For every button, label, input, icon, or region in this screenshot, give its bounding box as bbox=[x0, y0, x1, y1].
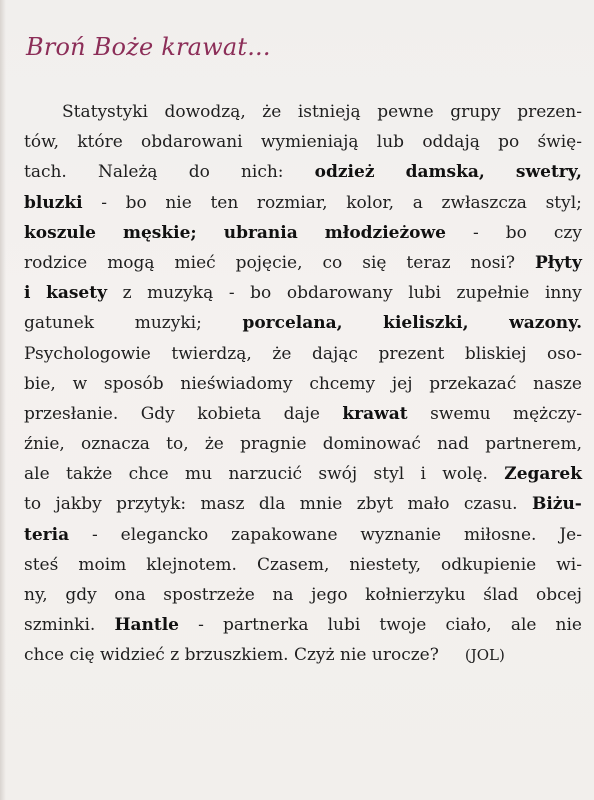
bold-keyword: krawat bbox=[342, 403, 408, 424]
text-line bbox=[24, 369, 582, 399]
word: obdarowany bbox=[286, 283, 393, 304]
text-line bbox=[24, 520, 582, 550]
word: bie, bbox=[24, 373, 56, 394]
word: że bbox=[262, 102, 282, 122]
bold-keyword: Hantle bbox=[114, 615, 180, 636]
word: tach. bbox=[24, 162, 67, 183]
text-line bbox=[24, 308, 582, 338]
word: źnie, bbox=[24, 434, 65, 455]
word: ale bbox=[24, 464, 50, 485]
word: mężczy- bbox=[512, 403, 582, 424]
word: urocze? bbox=[371, 645, 439, 666]
word: co bbox=[322, 252, 343, 273]
text-line bbox=[24, 429, 582, 459]
text-line bbox=[24, 580, 582, 610]
word: cię bbox=[69, 645, 95, 666]
word: bo bbox=[505, 222, 527, 243]
word: steś bbox=[24, 554, 59, 575]
word: grupy bbox=[450, 102, 501, 122]
word: muzyką bbox=[147, 283, 214, 304]
text-line bbox=[24, 610, 582, 640]
word: swój bbox=[318, 464, 358, 485]
word: nieświadomy bbox=[180, 373, 293, 394]
word: tów, bbox=[24, 132, 60, 153]
word: kobieta bbox=[197, 403, 262, 424]
word: chce bbox=[24, 645, 65, 666]
word: zwłaszcza bbox=[441, 192, 527, 213]
word: przytyk: bbox=[116, 494, 187, 515]
word: czasu. bbox=[463, 494, 518, 515]
word: to bbox=[24, 494, 42, 515]
word: pragnie bbox=[240, 434, 307, 455]
word: z bbox=[170, 645, 180, 666]
word: także bbox=[65, 464, 113, 485]
article-body bbox=[24, 97, 582, 671]
word: lubi bbox=[327, 615, 361, 636]
text-line bbox=[24, 399, 582, 429]
word: to, bbox=[166, 434, 189, 455]
word: oso- bbox=[547, 343, 582, 364]
text-line bbox=[24, 459, 582, 489]
word: mało bbox=[407, 494, 450, 515]
word: - bbox=[198, 615, 204, 636]
word: - bbox=[472, 222, 479, 243]
word: bo bbox=[125, 192, 147, 213]
word: nad bbox=[437, 434, 470, 455]
word: i bbox=[420, 464, 426, 485]
word: miłosne. bbox=[463, 524, 537, 545]
word: ny, bbox=[24, 585, 48, 605]
word: oddają bbox=[422, 132, 480, 153]
bold-keyword: ubrania bbox=[223, 222, 298, 243]
word: - bbox=[101, 192, 107, 213]
bold-keyword: teria bbox=[24, 524, 70, 545]
word: rozmiar, bbox=[256, 192, 328, 213]
word: gdy bbox=[65, 585, 97, 605]
word: nosi? bbox=[470, 252, 515, 273]
word: swemu bbox=[430, 403, 491, 424]
word: - bbox=[92, 524, 98, 545]
word: na bbox=[272, 585, 294, 605]
word: oznacza bbox=[81, 434, 150, 455]
word: po bbox=[498, 132, 520, 153]
word: twoje bbox=[379, 615, 427, 636]
word: niestety, bbox=[349, 554, 422, 575]
word: inny bbox=[544, 283, 582, 304]
bold-keyword: swetry, bbox=[515, 162, 582, 183]
word: obdarowani bbox=[141, 132, 243, 153]
word: nie bbox=[340, 645, 367, 666]
author-signature: (JOL) bbox=[464, 646, 505, 665]
word: masz bbox=[200, 494, 245, 515]
word: mu bbox=[185, 464, 213, 485]
word: dominować bbox=[322, 434, 421, 455]
word: jakby bbox=[55, 494, 102, 515]
text-line bbox=[24, 248, 582, 278]
text-line bbox=[24, 157, 582, 187]
word: ślad bbox=[483, 585, 519, 605]
word: mieć bbox=[174, 252, 216, 273]
bold-keyword: koszule bbox=[24, 222, 96, 243]
word: Należą bbox=[97, 162, 158, 183]
word: wolę. bbox=[442, 464, 488, 485]
word: lubi bbox=[408, 283, 441, 304]
word: bliskiej bbox=[464, 343, 527, 364]
bold-keyword: Płyty bbox=[534, 252, 582, 273]
bold-keyword: męskie; bbox=[123, 222, 197, 243]
word: jego bbox=[311, 585, 348, 605]
word: Czyż bbox=[294, 645, 335, 666]
bold-keyword: bluzki bbox=[24, 192, 83, 213]
word: sposób bbox=[103, 373, 164, 394]
word: styl bbox=[373, 464, 405, 485]
word: zapakowane bbox=[231, 524, 338, 545]
word: pewne bbox=[377, 102, 434, 122]
word: mnie bbox=[299, 494, 343, 515]
word: kołnierzyku bbox=[365, 585, 466, 605]
word: z bbox=[122, 283, 132, 304]
word: w bbox=[72, 373, 88, 394]
word: odkupienie bbox=[441, 554, 537, 575]
word: nasze bbox=[533, 373, 582, 394]
word: lub bbox=[376, 132, 405, 153]
word: nie bbox=[165, 192, 192, 213]
word: Je- bbox=[559, 524, 582, 545]
bold-keyword: kieliszki, bbox=[383, 313, 469, 334]
word: styl; bbox=[545, 192, 582, 213]
word: obcej bbox=[536, 585, 582, 605]
word: partnerem, bbox=[485, 434, 582, 455]
word: przesłanie. bbox=[24, 403, 119, 424]
word: ciało, bbox=[445, 615, 492, 636]
word: Statystyki bbox=[62, 102, 148, 122]
word: narzucić bbox=[228, 464, 303, 485]
word: ten bbox=[210, 192, 239, 213]
text-line bbox=[24, 489, 582, 519]
word: rodzice bbox=[24, 252, 88, 273]
word: nich: bbox=[240, 162, 284, 183]
bold-keyword: Biżu- bbox=[531, 494, 582, 515]
word: dając bbox=[311, 343, 358, 364]
word: szminki. bbox=[24, 615, 96, 636]
word: teraz bbox=[406, 252, 451, 273]
word: dowodzą, bbox=[164, 102, 246, 122]
word: twierdzą, bbox=[171, 343, 252, 364]
bold-keyword: i bbox=[24, 283, 31, 304]
text-line bbox=[24, 640, 582, 670]
article-title: Broń Boże krawat... bbox=[26, 33, 271, 61]
word: elegancko bbox=[120, 524, 209, 545]
bold-keyword: wazony. bbox=[509, 313, 582, 334]
text-line bbox=[24, 339, 582, 369]
bold-keyword: kasety bbox=[46, 283, 107, 304]
word: daje bbox=[283, 403, 320, 424]
page-edge-shadow bbox=[0, 0, 6, 800]
word: chce bbox=[128, 464, 169, 485]
text-line bbox=[24, 218, 582, 248]
bold-keyword: porcelana, bbox=[242, 313, 343, 334]
text-line bbox=[24, 550, 582, 580]
word: mogą bbox=[107, 252, 155, 273]
word: klejnotem. bbox=[146, 554, 237, 575]
word: zbyt bbox=[356, 494, 394, 515]
text-line bbox=[24, 127, 582, 157]
word: kolor, bbox=[346, 192, 395, 213]
word: muzyki; bbox=[134, 313, 202, 334]
word: Czasem, bbox=[256, 554, 330, 575]
word: wyznanie bbox=[360, 524, 442, 545]
word: że bbox=[272, 343, 292, 364]
word: bo bbox=[250, 283, 272, 304]
word: prezen- bbox=[517, 102, 582, 122]
text-line bbox=[24, 188, 582, 218]
word: świę- bbox=[537, 132, 582, 153]
word: które bbox=[77, 132, 123, 153]
word: chcemy bbox=[309, 373, 376, 394]
bold-keyword: młodzieżowe bbox=[324, 222, 446, 243]
word: Psychologowie bbox=[24, 343, 151, 364]
bold-keyword: Zegarek bbox=[504, 464, 582, 485]
word: prezent bbox=[378, 343, 445, 364]
word: czy bbox=[553, 222, 582, 243]
bold-keyword: odzież bbox=[314, 162, 375, 183]
word: a bbox=[412, 192, 423, 213]
word: - bbox=[228, 283, 235, 304]
word: moim bbox=[78, 554, 127, 575]
word: spostrzeże bbox=[163, 585, 255, 605]
word: pojęcie, bbox=[235, 252, 303, 273]
word: Gdy bbox=[140, 403, 175, 424]
word: wi- bbox=[556, 554, 582, 575]
bold-keyword: damska, bbox=[405, 162, 485, 183]
word: istnieją bbox=[297, 102, 361, 122]
word: widzieć bbox=[99, 645, 165, 666]
word: się bbox=[362, 252, 387, 273]
word: zupełnie bbox=[456, 283, 530, 304]
word: wymieniają bbox=[260, 132, 359, 153]
word: brzuszkiem. bbox=[184, 645, 289, 666]
word: nie bbox=[555, 615, 582, 636]
word: dla bbox=[258, 494, 286, 515]
word: jej bbox=[391, 373, 413, 394]
word: gatunek bbox=[24, 313, 95, 334]
word: przekazać bbox=[429, 373, 517, 394]
text-line bbox=[24, 278, 582, 308]
word: partnerka bbox=[222, 615, 309, 636]
text-line bbox=[24, 97, 582, 127]
word: że bbox=[204, 434, 224, 455]
word: ale bbox=[510, 615, 537, 636]
word: do bbox=[188, 162, 210, 183]
word: ona bbox=[114, 585, 146, 605]
